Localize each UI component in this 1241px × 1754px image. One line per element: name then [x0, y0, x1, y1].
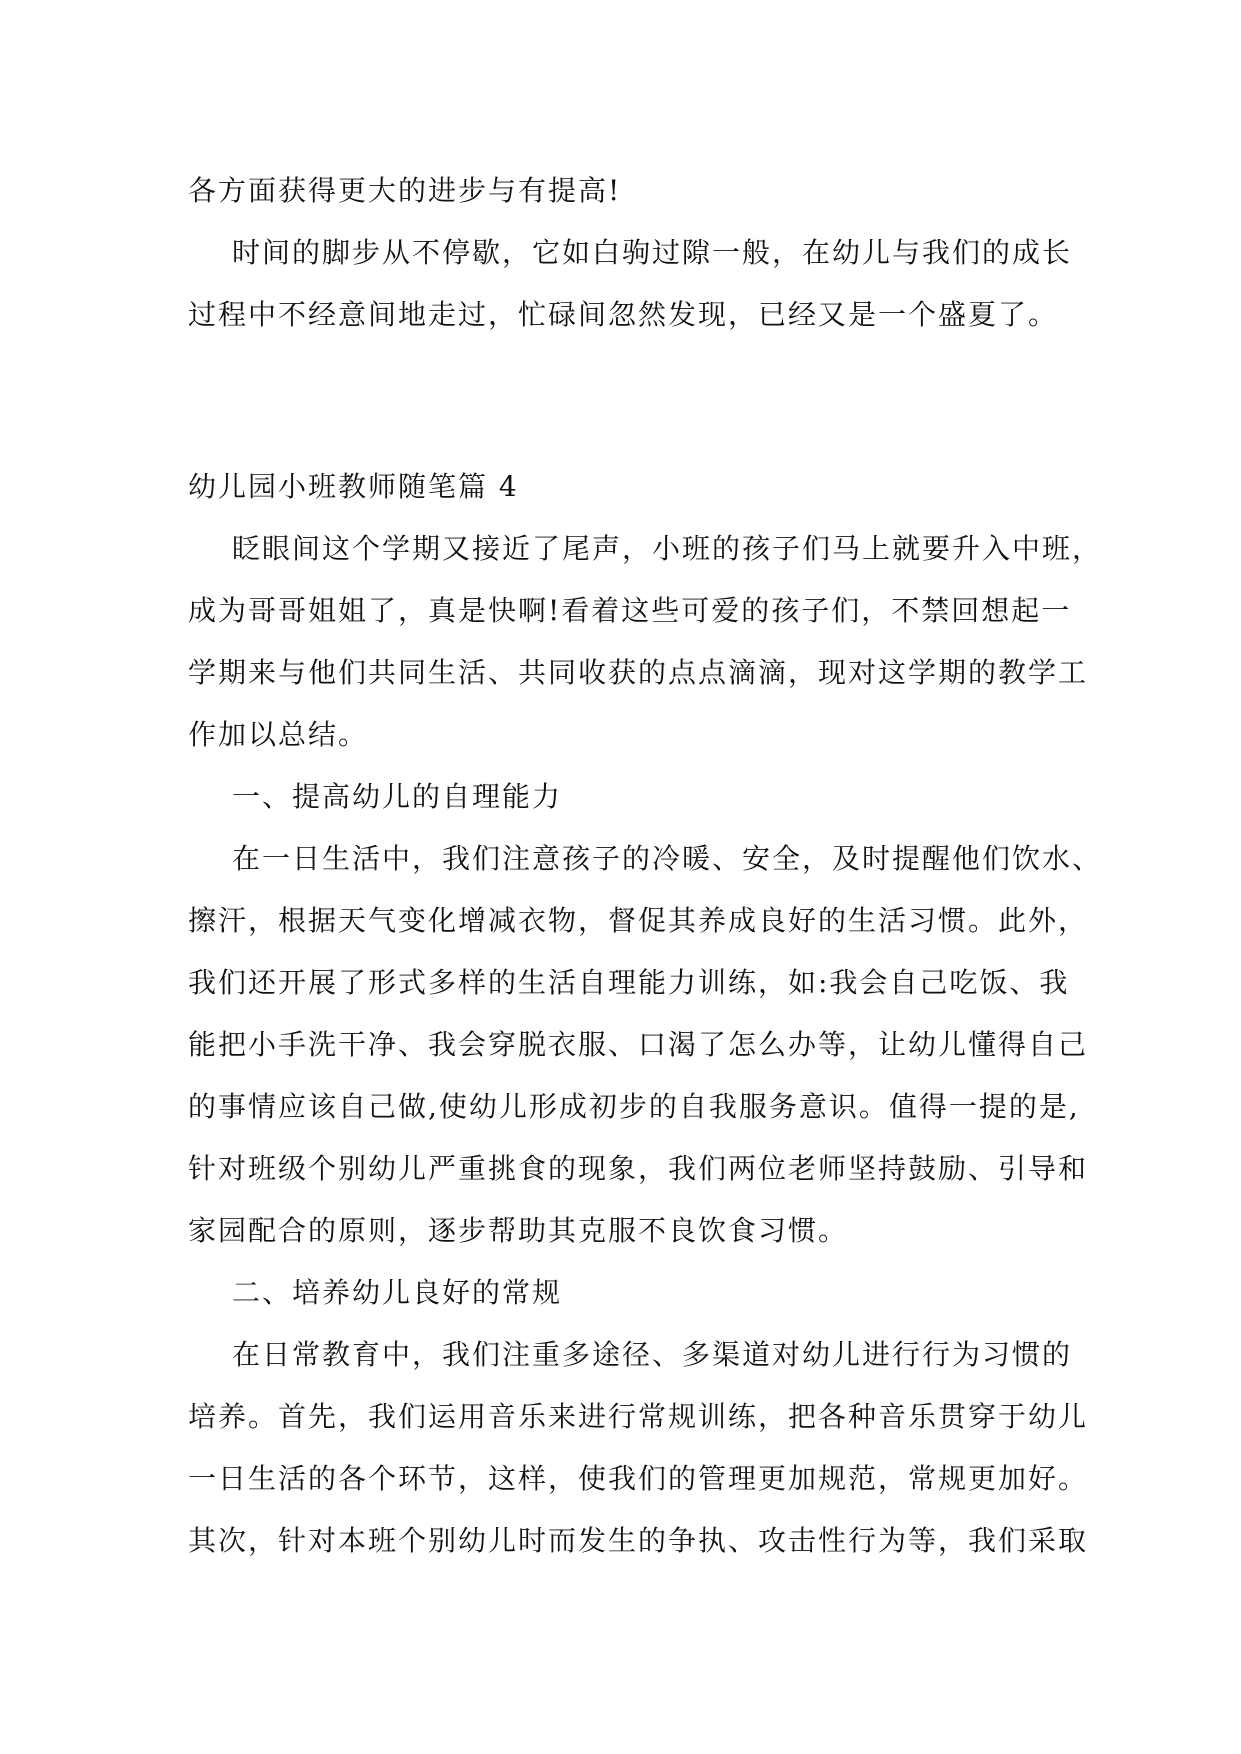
paragraph-line: 过程中不经意间地走过，忙碌间忽然发现，已经又是一个盛夏了。: [188, 298, 1059, 331]
paragraph-line: 针对班级个别幼儿严重挑食的现象，我们两位老师坚持鼓励、引导和: [188, 1152, 1089, 1185]
paragraph-line: 一日生活的各个环节，这样，使我们的管理更加规范，常规更加好。: [188, 1462, 1089, 1495]
section-spacer: [188, 346, 1058, 456]
paragraph-line: 我们还开展了形式多样的生活自理能力训练，如:我会自己吃饭、我: [188, 966, 1070, 999]
paragraph-line: 作加以总结。: [188, 718, 369, 751]
paragraph-line: 擦汗，根据天气变化增减衣物，督促其养成良好的生活习惯。此外，: [188, 904, 1089, 937]
paragraph-line: 培养。首先，我们运用音乐来进行常规训练，把各种音乐贯穿于幼儿: [188, 1400, 1089, 1433]
subheading: 一、提高幼儿的自理能力: [232, 780, 563, 813]
paragraph-line: 其次，针对本班个别幼儿时而发生的争执、攻击性行为等，我们采取: [188, 1524, 1089, 1557]
section-heading: 幼儿园小班教师随笔篇 4: [188, 470, 519, 503]
paragraph-line: 的事情应该自己做,使幼儿形成初步的自我服务意识。值得一提的是,: [188, 1090, 1080, 1123]
paragraph-line: 眨眼间这个学期又接近了尾声，小班的孩子们马上就要升入中班，: [232, 532, 1103, 565]
subheading: 二、培养幼儿良好的常规: [232, 1276, 563, 1309]
paragraph-line: 能把小手洗干净、我会穿脱衣服、口渴了怎么办等，让幼儿懂得自己: [188, 1028, 1089, 1061]
paragraph-line: 各方面获得更大的进步与有提高!: [188, 174, 622, 207]
paragraph-line: 家园配合的原则，逐步帮助其克服不良饮食习惯。: [188, 1214, 849, 1247]
paragraph-line: 学期来与他们共同生活、共同收获的点点滴滴，现对这学期的教学工: [188, 656, 1089, 689]
document-body: [188, 160, 1103, 1572]
paragraph-line: 时间的脚步从不停歇，它如白驹过隙一般，在幼儿与我们的成长: [232, 236, 1073, 269]
paragraph-line: 在一日生活中，我们注意孩子的冷暖、安全，及时提醒他们饮水、: [232, 842, 1103, 875]
paragraph-line: 在日常教育中，我们注重多途径、多渠道对幼儿进行行为习惯的: [232, 1338, 1073, 1371]
paragraph-line: 成为哥哥姐姐了，真是快啊!看着这些可爱的孩子们，不禁回想起一: [188, 594, 1072, 627]
